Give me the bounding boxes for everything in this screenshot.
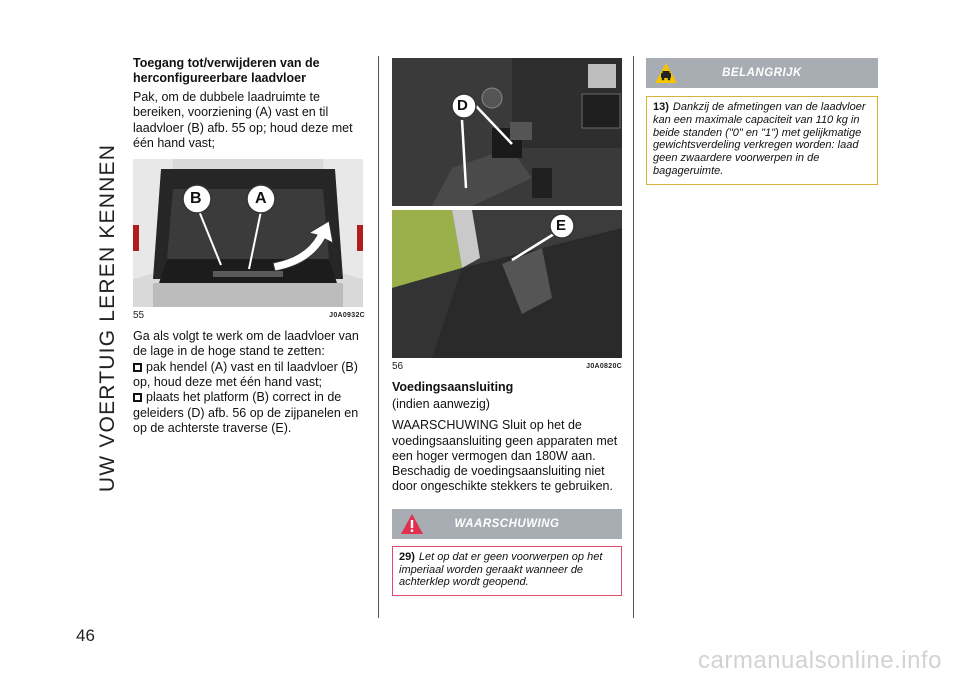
warning-title: WAARSCHUWING [454, 517, 560, 530]
figure-code: J0A0932C [329, 311, 365, 319]
warning-box [392, 546, 622, 596]
column-divider [378, 56, 379, 618]
figure-56-caption [392, 358, 622, 374]
important-banner [646, 58, 878, 88]
guides-photo-illustration [392, 58, 622, 358]
step-text: pak hendel (A) vast en til laadvloer (B) op, houd deze met één hand vast; [133, 359, 358, 390]
important-note-box [646, 96, 878, 185]
watermark: carmanualsonline.info [698, 647, 942, 674]
figure-number: 56 [392, 360, 404, 372]
column-2 [392, 58, 622, 596]
column-1 [133, 56, 365, 436]
subheading: (indien aanwezig) [392, 397, 490, 411]
note-number: 13) [653, 101, 669, 113]
step-item [133, 390, 365, 436]
section-side-title-text: UW VOERTUIG LEREN KENNEN [96, 143, 119, 493]
step-text: plaats het platform (B) correct in de geleiders (D) afb. 56 op de zijpanelen en op de achterste traverse (E). [133, 390, 359, 435]
callout-label-b: B [190, 190, 202, 208]
callout-label-a: A [255, 190, 267, 208]
page-number: 46 [76, 626, 95, 645]
callout-label-e: E [556, 217, 567, 234]
figure-55-photo [133, 159, 363, 307]
column-divider [633, 56, 634, 618]
section-heading: Voedingsaansluiting [392, 380, 514, 394]
warning-text: Let op dat er geen voorwerpen op het imperiaal worden geraakt wanneer de achterklep wordt geopend. [399, 550, 603, 589]
steps-intro: Ga als volgt te werk om de laadvloer van de lage in de hoge stand te zetten: [133, 329, 359, 359]
trunk-photo-illustration [133, 159, 363, 307]
figure-code: J0A0820C [586, 362, 622, 370]
warning-triangle-icon [400, 513, 424, 535]
column-3 [646, 58, 878, 185]
step-bullet-icon [133, 363, 142, 372]
intro-paragraph: Pak, om de dubbele laadruimte te bereiken, voorziening (A) vast en til laadvloer (B) afb. 55 op; houd deze met één hand vast; [133, 90, 353, 150]
section-side-title [88, 38, 128, 598]
body-paragraph: WAARSCHUWING Sluit op het de voedingsaansluiting geen apparaten met een hoger vermogen dan 180W aan. Beschadig de voedingsaansluiting niet door ongeschikte stekkers te gebruiken. [392, 418, 618, 494]
step-item [133, 360, 365, 391]
figure-56-photo [392, 58, 622, 358]
note-text: Dankzij de afmetingen van de laadvloer kan een maximale capaciteit van 110 kg in beide standen ("0" en "1") met gelijkmatige gewichtsverdeling verkregen worden: laad geen zwaardere voorwerpen in de bagageruimte. [653, 101, 866, 177]
section-heading: Toegang tot/verwijderen van de herconfigureerbare laadvloer [133, 56, 320, 85]
warning-banner [392, 509, 622, 539]
figure-55-caption [133, 307, 365, 323]
figure-number: 55 [133, 309, 145, 321]
car-notice-icon [654, 62, 678, 84]
callout-label-d: D [457, 97, 468, 114]
important-title: BELANGRIJK [722, 67, 802, 79]
warning-number: 29) [399, 550, 415, 563]
step-bullet-icon [133, 393, 142, 402]
